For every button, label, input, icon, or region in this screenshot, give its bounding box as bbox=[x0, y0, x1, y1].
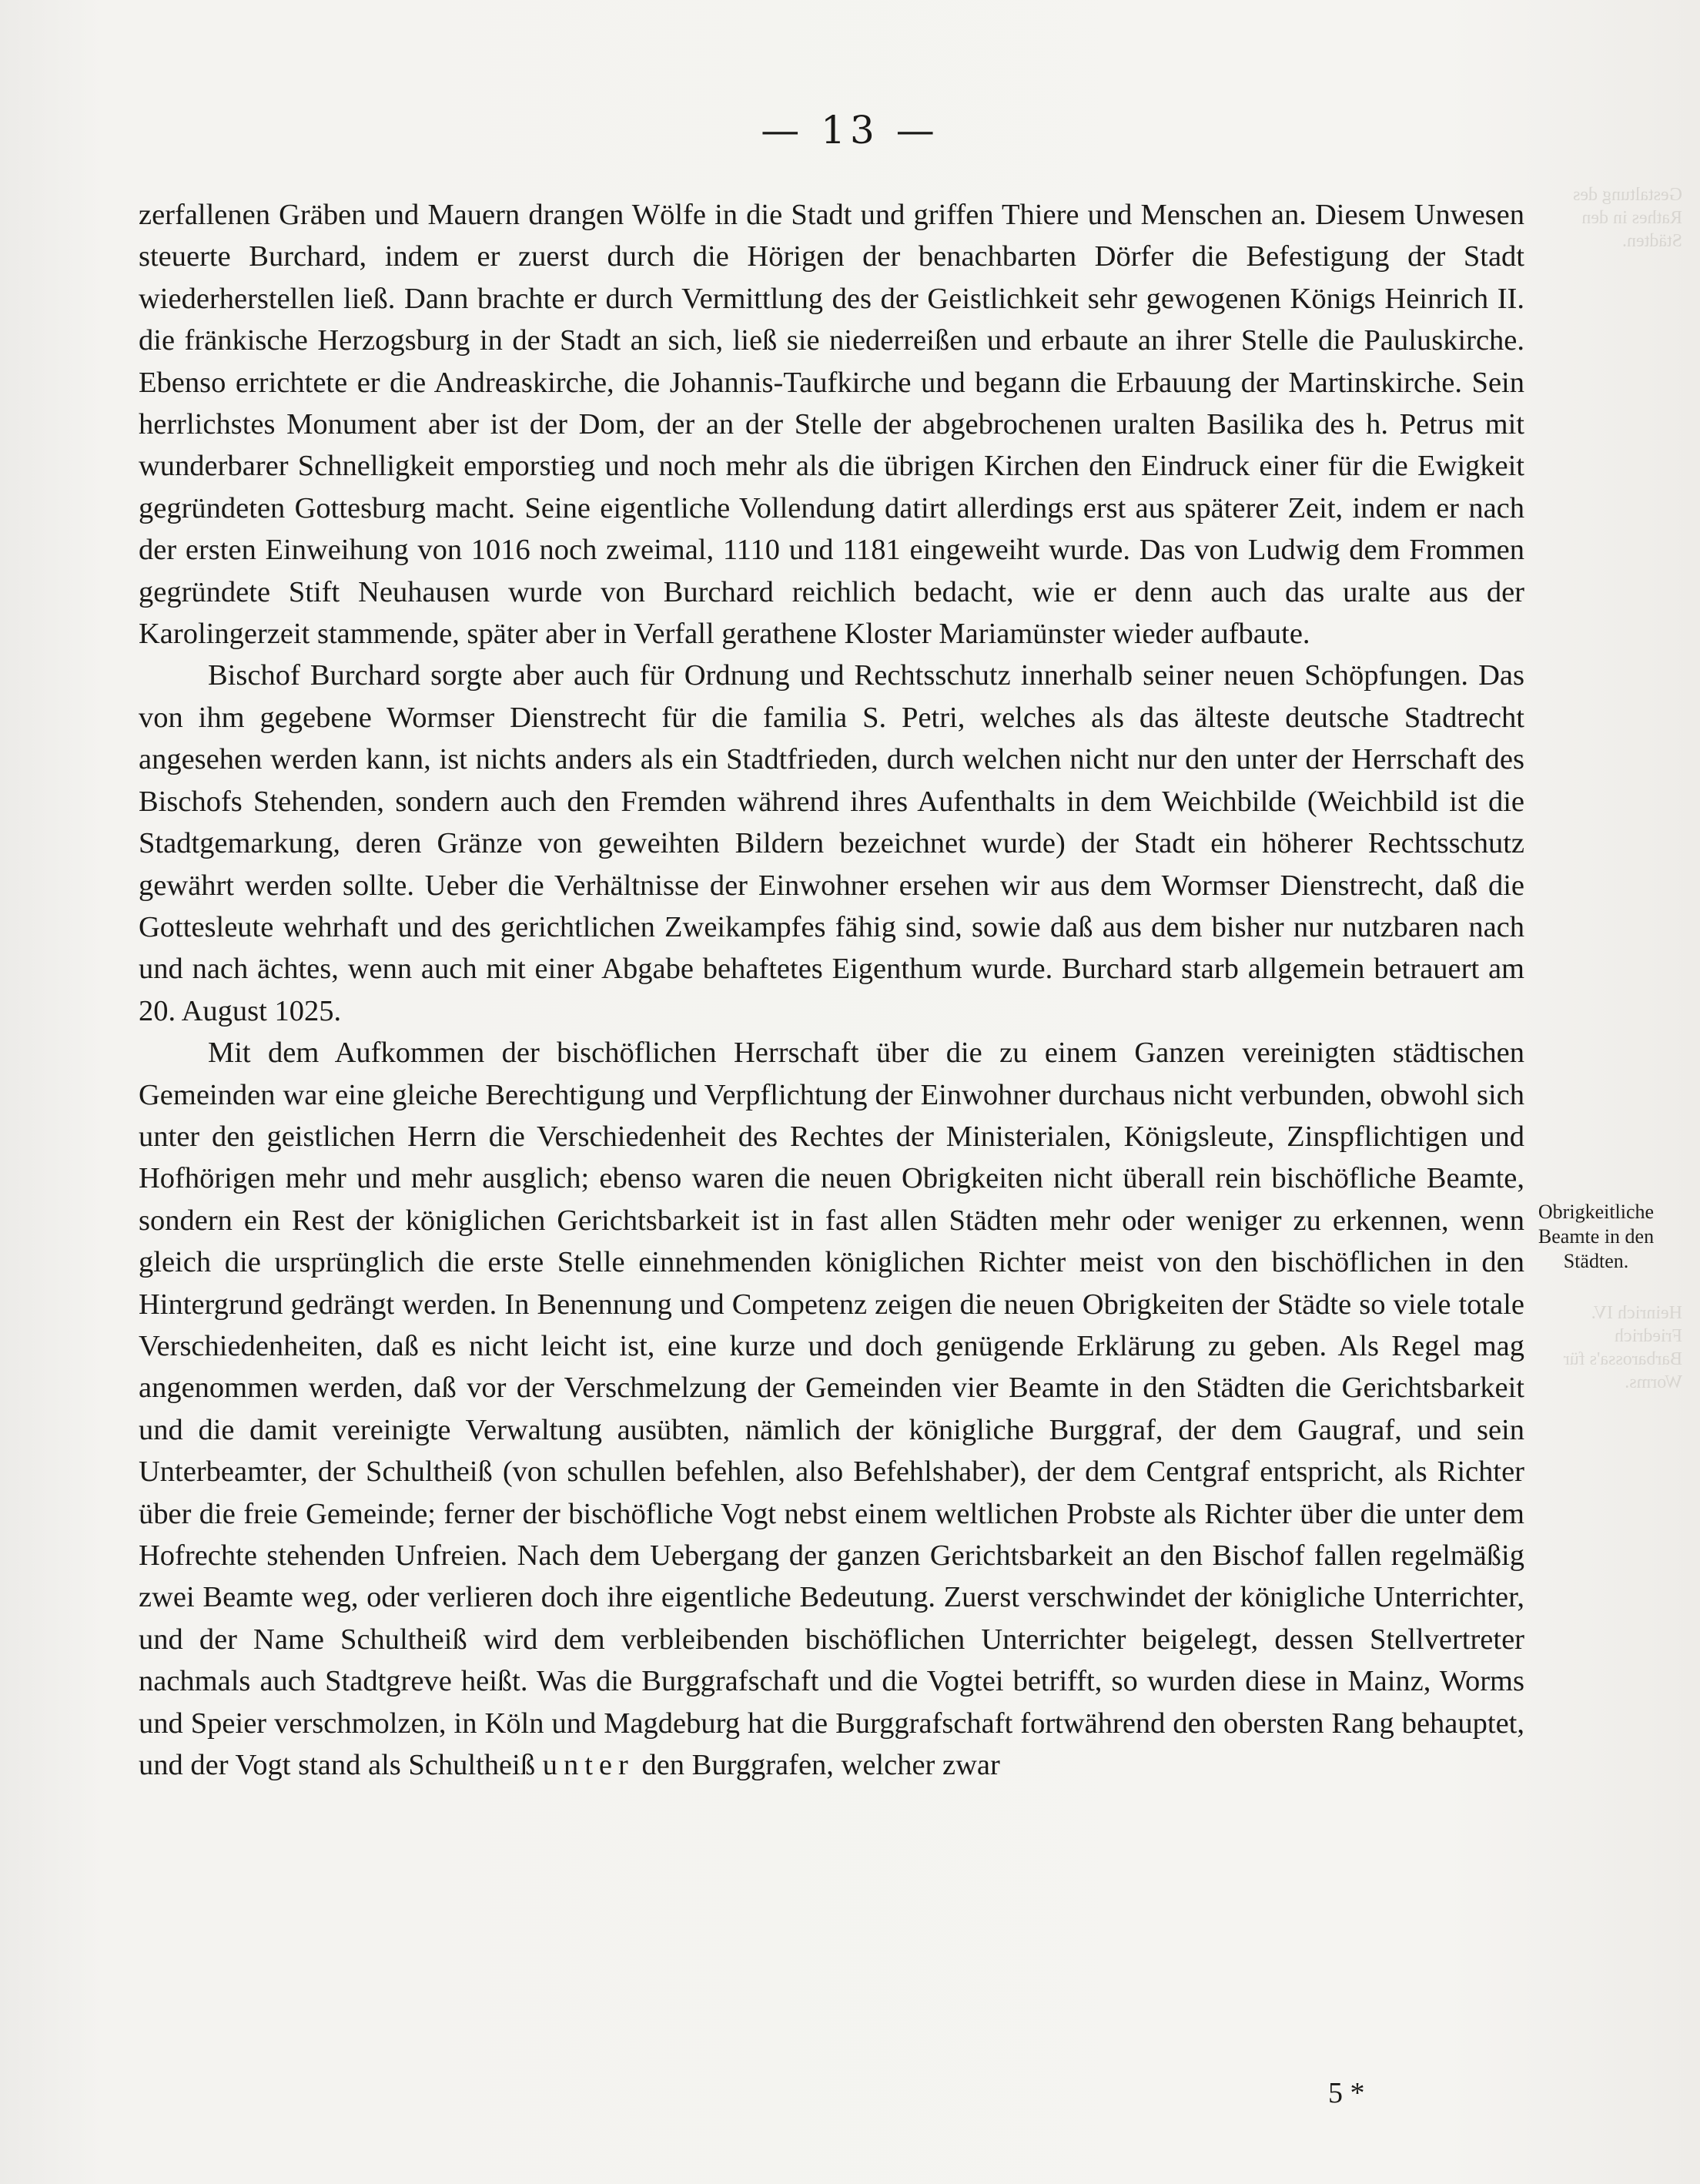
marginal-note-line: Beamte in den bbox=[1538, 1225, 1655, 1248]
bleed-through-note-lower: Heinrich IV. Friedrich Barbarossa's für Worms. bbox=[1563, 1303, 1682, 1392]
bleed-through-note-top: Gestaltung des Rathes in den Städten. bbox=[1573, 185, 1682, 251]
paragraph-3-spaced-word: unter bbox=[542, 1749, 634, 1782]
page-number: — 13 — bbox=[761, 108, 939, 152]
marginal-note bbox=[1531, 1200, 1662, 1274]
marginal-note-line: Obrigkeitliche bbox=[1538, 1201, 1655, 1223]
marginal-note-line: Städten. bbox=[1563, 1250, 1629, 1272]
paragraph-3-text: Mit dem Aufkommen der bischöflichen Herrschaft über die zu einem Ganzen vereinigten städtischen Gemeinden war eine gleiche Berechtigung und Verpflichtung der Einwohner durchaus nicht verbunden, obwohl sich unter den geistlichen Herrn die Verschiedenheit des Rechtes der Ministerialen, Königsleute, Zinspflichtigen und Hofhörigen mehr und mehr ausglich; ebenso waren die neuen Obrigkeiten nicht überall rein bischöfliche Beamte, sondern ein Rest der königlichen Gerichtsbarkeit ist in fast allen Städten mehr oder weniger zu erkennen, wenn gleich die ursprünglich die erste Stelle einnehmenden königlichen Richter meist von den bischöflichen in den Hintergrund gedrängt werden. In Benennung und Competenz zeigen die neuen Obrigkeiten der Städte so viele totale Verschiedenheiten, daß es nicht leicht ist, eine kurze und doch genügende Erklärung zu geben. Als Regel mag angenommen werden, daß vor der Verschmelzung der Gemeinden vier Beamte in den Städten die Gerichtsbarkeit und die damit vereinigte Verwaltung ausübten, nämlich der königliche Burggraf, der dem Gaugraf, und sein Unterbeamter, der Schultheiß (von schullen befehlen, also Befehlshaber), der dem Centgraf entspricht, als Richter über die freie Gemeinde; ferner der bischöfliche Vogt nebst einem weltlichen Probste als Richter über die unter dem Hofrechte stehenden Unfreien. Nach dem Uebergang der ganzen Gerichtsbarkeit an den Bischof fallen regelmäßig zwei Beamte weg, oder verlieren doch ihre eigentliche Bedeutung. Zuerst verschwindet der königliche Unterrichter, und der Name Schultheiß wird dem verbleibenden bischöflichen Unterrichter beigelegt, dessen Stellvertreter nachmals auch Stadtgreve heißt. Was die Burggrafschaft und die Vogtei betrifft, so wurden diese in Mainz, Worms und Speier verschmolzen, in Köln und Magdeburg hat die Burggrafschaft fortwährend den obersten Rang behauptet, und der Vogt stand als Schultheiß bbox=[139, 1037, 1524, 1782]
paragraph-3 bbox=[139, 1032, 1524, 1786]
paragraph-3-text-end: den Burggrafen, welcher zwar bbox=[634, 1749, 1000, 1782]
signature-mark: 5 * bbox=[1328, 2077, 1365, 2109]
paragraph-2: Bischof Burchard sorgte aber auch für Ordnung und Rechtsschutz innerhalb seiner neuen Schöpfungen. Das von ihm gegebene Wormser Dienstrecht für die familia S. Petri, welches als das älteste deutsche Stadtrecht angesehen werden kann, ist nichts anders als ein Stadtfrieden, durch welchen nicht nur den unter der Herrschaft des Bischofs Stehenden, sondern auch den Fremden während ihres Aufenthalts in dem Weichbilde (Weichbild ist die Stadtgemarkung, deren Gränze von geweihten Bildern bezeichnet wurde) der Stadt ein höherer Rechtsschutz gewährt werden sollte. Ueber die Verhältnisse der Einwohner ersehen wir aus dem Wormser Dienstrecht, daß die Gottesleute wehrhaft und des gerichtlichen Zweikampfes fähig sind, sowie daß aus dem bisher nur nutzbaren nach und nach ächtes, wenn auch mit einer Abgabe behaftetes Eigenthum wurde. Burchard starb allgemein betrauert am 20. August 1025. bbox=[139, 659, 1524, 1027]
paragraph-1: zerfallenen Gräben und Mauern drangen Wölfe in die Stadt und griffen Thiere und Menschen an. Diesem Unwesen steuerte Burchard, indem er zuerst durch die Hörigen der benachbarten Dörfer die Befestigung der Stadt wiederherstellen ließ. Dann brachte er durch Vermittlung des der Geistlichkeit sehr gewogenen Königs Heinrich II. die fränkische Herzogsburg in der Stadt an sich, ließ sie niederreißen und erbaute an ihrer Stelle die Pauluskirche. Ebenso errichtete er die Andreaskirche, die Johannis-Taufkirche und begann die Erbauung der Martinskirche. Sein herrlichstes Monument aber ist der Dom, der an der Stelle der abgebrochenen uralten Basilika des h. Petrus mit wunderbarer Schnelligkeit emporstieg und noch mehr als die übrigen Kirchen den Eindruck einer für die Ewigkeit gegründeten Gottesburg macht. Seine eigentliche Vollendung datirt allerdings erst aus späterer Zeit, indem er nach der ersten Einweihung von 1016 noch zweimal, 1110 und 1181 eingeweiht wurde. Das von Ludwig dem Frommen gegründete Stift Neuhausen wurde von Burchard reichlich bedacht, wie er denn auch das uralte aus der Karolingerzeit stammende, später aber in Verfall gerathene Kloster Mariamünster wieder aufbaute. bbox=[139, 199, 1524, 651]
main-text-block bbox=[139, 194, 1524, 1786]
